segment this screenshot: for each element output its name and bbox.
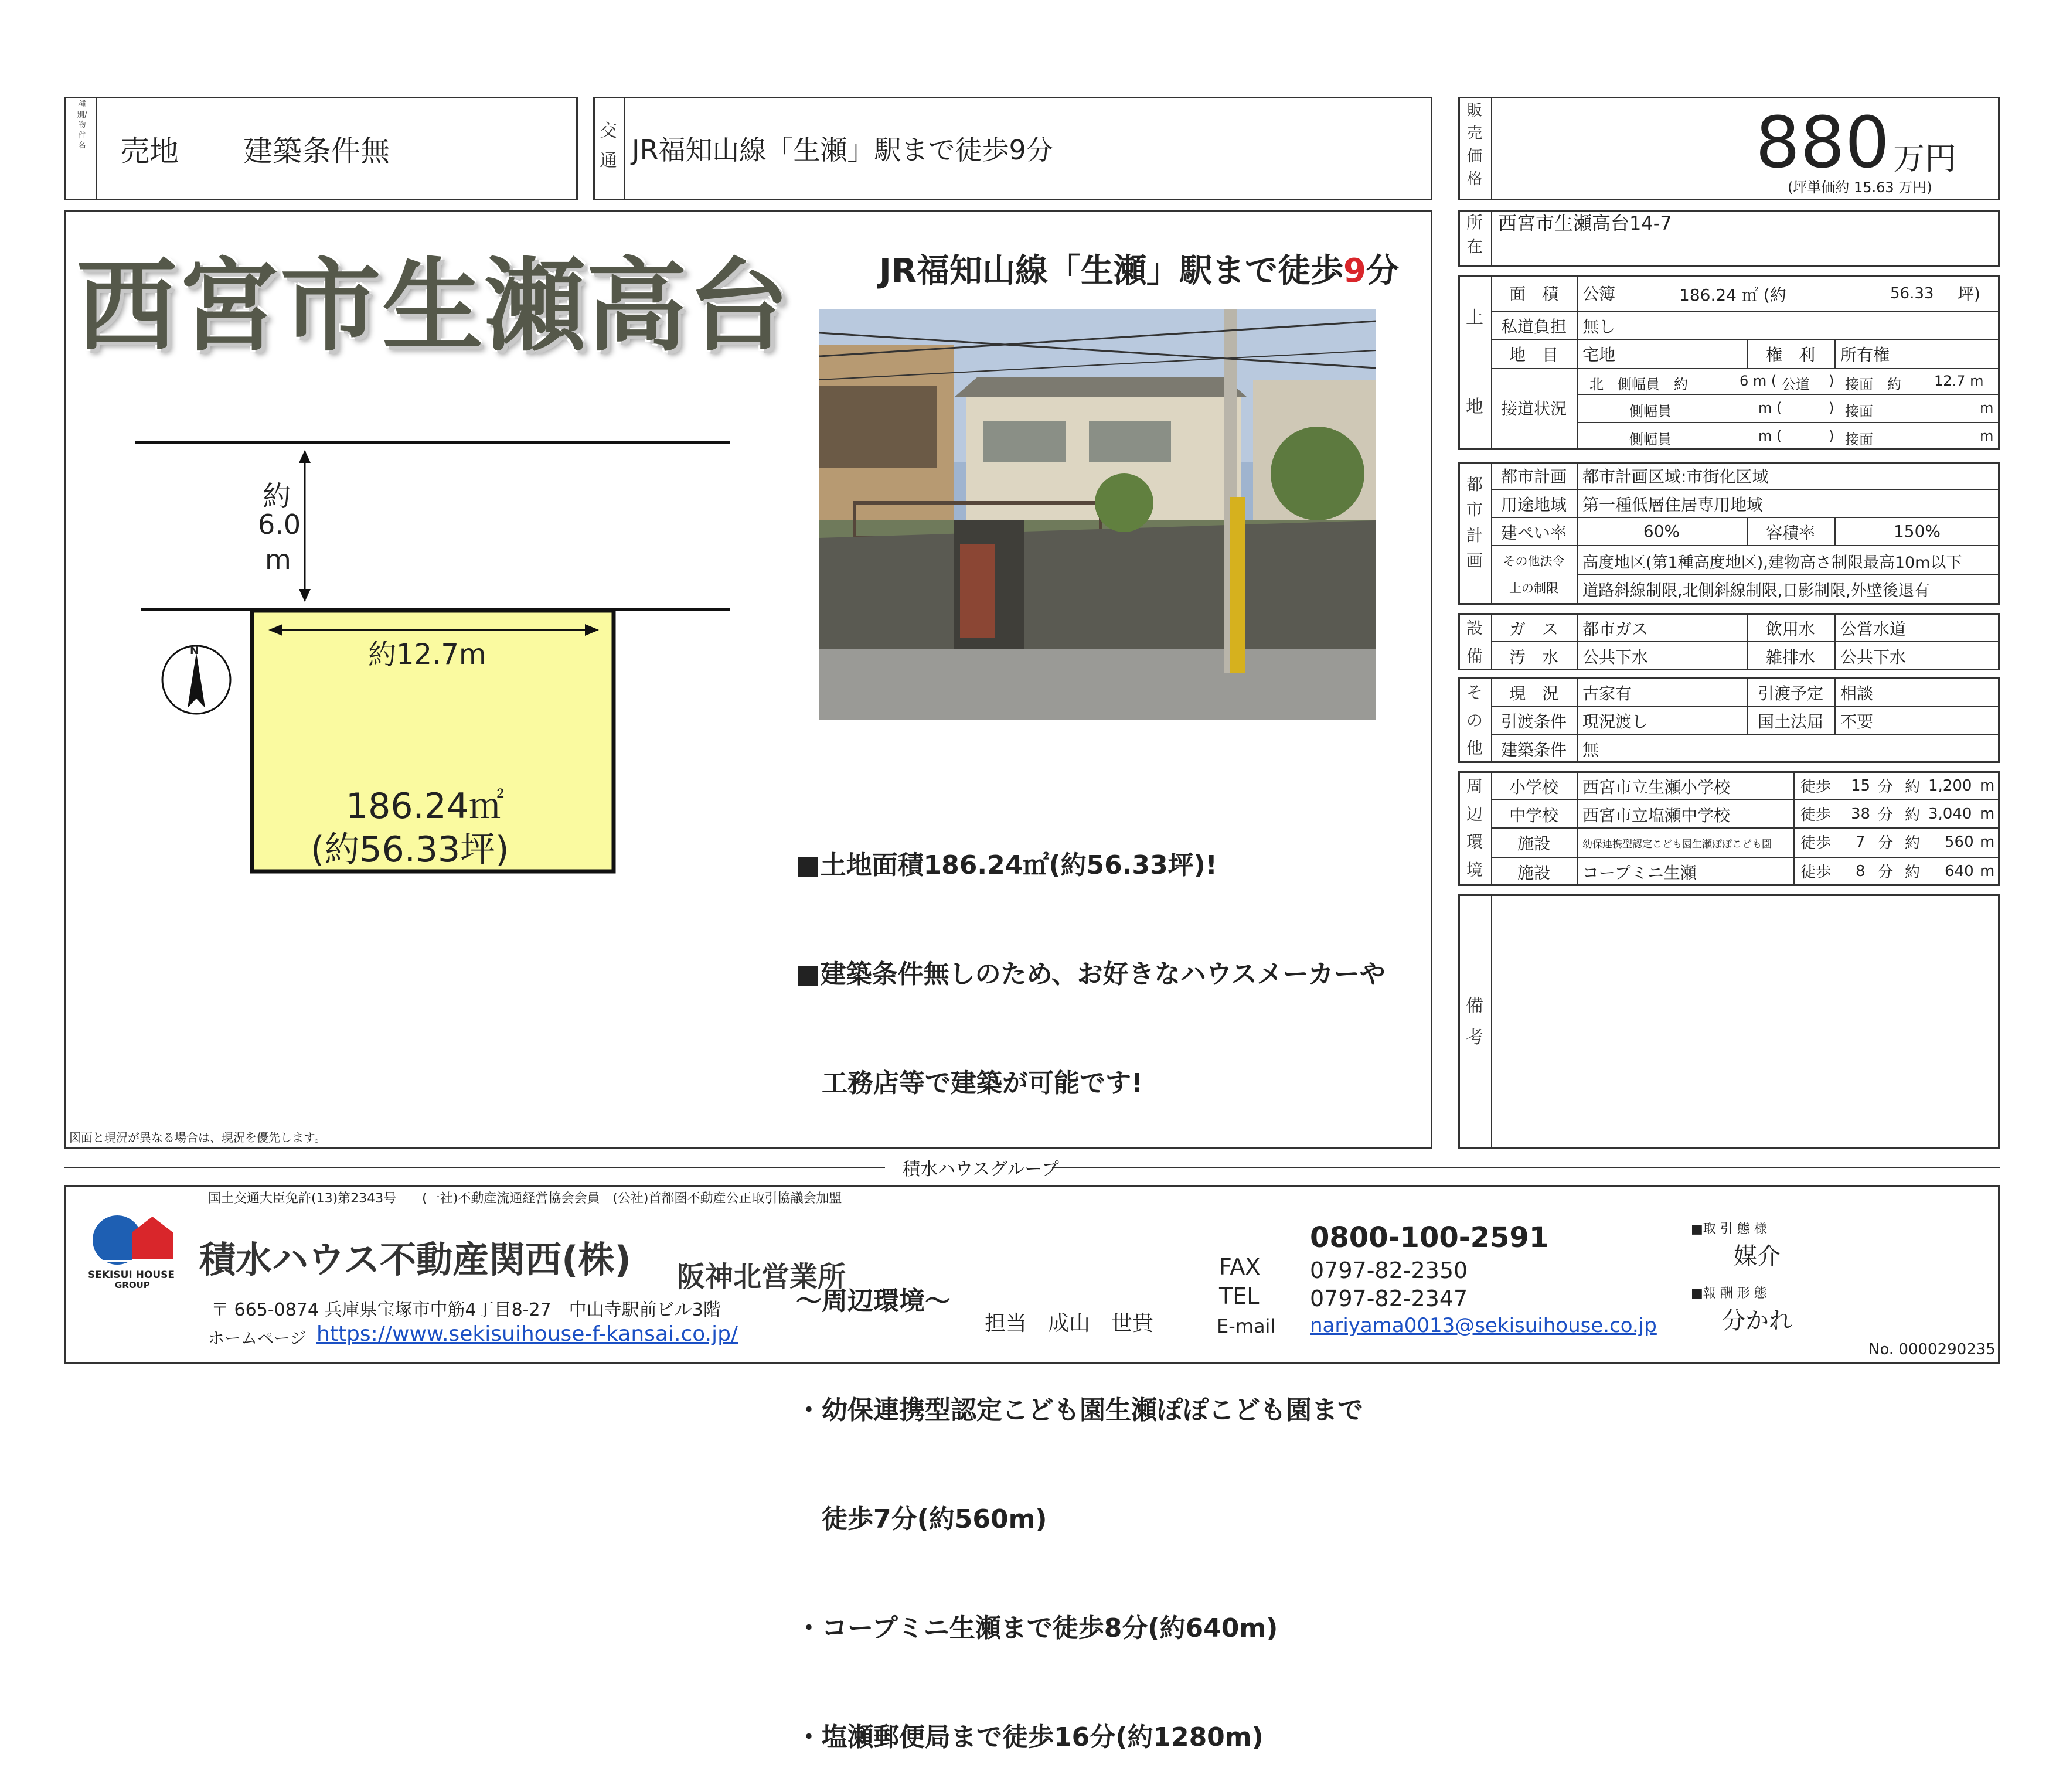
status-label: 現 況 <box>1509 684 1558 703</box>
road-row-1-contact: 接面 約 <box>1845 376 1901 393</box>
headline-prefix: JR福知山線「生瀬」駅まで徒歩 <box>879 252 1343 290</box>
far-value: 150% <box>1893 522 1941 541</box>
surr-3-dist: 560 <box>1945 833 1974 851</box>
handover-value: 相談 <box>1840 684 1874 703</box>
price-unit: 万円 <box>1893 140 1956 177</box>
facilities-section-label: 設備 <box>1466 618 1483 666</box>
surr-4-min: 8 <box>1856 863 1866 880</box>
surr-3-type: 施設 <box>1517 834 1550 853</box>
price-label: 販売価格 <box>1466 102 1482 188</box>
rights-label: 権 利 <box>1765 345 1815 364</box>
other-law-label-2: 上の制限 <box>1509 581 1558 595</box>
road-row-3-close: ) <box>1829 428 1834 444</box>
road-access-label: 接道状況 <box>1500 399 1567 418</box>
surr-1-name: 西宮市立生瀬小学校 <box>1582 778 1731 797</box>
surr-2-yaku: 約 <box>1905 806 1921 824</box>
surr-4-type: 施設 <box>1517 863 1550 883</box>
road-row-1-len: 12.7 m <box>1934 373 1984 389</box>
surr-1-walk: 徒歩 <box>1800 778 1832 796</box>
lot-area-m2: 186.24㎡ <box>346 786 504 827</box>
chimoku-value: 宅地 <box>1582 345 1616 364</box>
road-width-yaku: 約 <box>263 480 291 513</box>
road-width-value: 6.0 <box>258 509 301 540</box>
surr-4-dist: 640 <box>1945 863 1974 880</box>
road-row-2-dir: 側幅員 <box>1629 403 1672 420</box>
land-section-label-2: 地 <box>1466 397 1483 417</box>
surr-2-min: 38 <box>1851 805 1871 823</box>
logo-text-1: SEKISUI HOUSE <box>88 1269 175 1281</box>
tel-label: TEL <box>1219 1283 1260 1309</box>
staff-name: 担当 成山 世貴 <box>985 1311 1154 1336</box>
sewage-label: 汚 水 <box>1509 648 1558 667</box>
lot-area-tsubo: (約56.33坪) <box>311 829 509 870</box>
headline <box>879 245 1399 292</box>
status-value: 古家有 <box>1582 684 1632 703</box>
surr-3-unit: m <box>1980 833 1995 851</box>
land-area-tsubo-unit: 坪) <box>1958 284 1980 304</box>
document-number: No. 0000290235 <box>1868 1341 1996 1358</box>
private-road-label: 私道負担 <box>1500 317 1567 336</box>
land-area-label: 面 積 <box>1509 284 1558 304</box>
surr-2-name: 西宮市立塩瀬中学校 <box>1582 806 1731 825</box>
handover-cond-label: 引渡条件 <box>1500 712 1567 731</box>
logo-text-2: GROUP <box>115 1280 150 1290</box>
handover-label: 引渡予定 <box>1757 684 1823 703</box>
surr-3-name: 幼保連携型認定こども園生瀬ぽぽこども園 <box>1582 839 1772 850</box>
surr-1-type: 小学校 <box>1509 778 1558 797</box>
bcr-value: 60% <box>1643 522 1680 541</box>
surr-4-unit: m <box>1980 863 1995 880</box>
license: 国土交通大臣免許(13)第2343号 (一社)不動産流通経営協会会員 (公社)首都圏不動産公正取引協議会加盟 <box>208 1191 842 1206</box>
sewage-value: 公共下水 <box>1582 648 1649 667</box>
homepage-link[interactable]: https://www.sekisuihouse-f-kansai.co.jp/ <box>316 1322 738 1346</box>
land-area-value: 186.24 ㎡ (約 <box>1679 285 1786 305</box>
road-row-2-close: ) <box>1829 400 1834 416</box>
surr-3-walk: 徒歩 <box>1800 834 1832 852</box>
gas-value: 都市ガス <box>1582 619 1649 639</box>
site-plan <box>129 428 738 1037</box>
surr-4-name: コープミニ生瀬 <box>1582 863 1697 883</box>
surr-2-unit: m <box>1980 805 1995 823</box>
feature-line: ・幼保連携型認定こども園生瀬ぽぽこども園まで <box>796 1395 1363 1425</box>
road-row-2-contact: 接面 <box>1845 403 1873 420</box>
location-label: 所在 <box>1466 213 1483 256</box>
disclaimer: 図面と現況が異なる場合は、現況を優先します。 <box>69 1130 326 1144</box>
email-label: E-mail <box>1217 1315 1276 1337</box>
headline-number: 9 <box>1343 252 1366 290</box>
surr-2-type: 中学校 <box>1509 806 1558 825</box>
road-row-1-close: ) <box>1829 373 1834 389</box>
north-label: N <box>190 645 199 657</box>
surr-3-min: 7 <box>1856 833 1866 851</box>
surr-4-walk: 徒歩 <box>1800 864 1832 881</box>
water-value: 公営水道 <box>1840 619 1907 639</box>
road-row-3-dir: 側幅員 <box>1629 431 1672 448</box>
road-row-3-width: m ( <box>1758 428 1782 444</box>
headline-suffix: 分 <box>1366 252 1399 290</box>
water-label: 飲用水 <box>1765 619 1815 639</box>
zone-value: 第一種低層住居専用地域 <box>1582 495 1764 515</box>
surr-2-dist: 3,040 <box>1928 805 1972 823</box>
surr-2-walk: 徒歩 <box>1800 806 1832 824</box>
feature-line: 徒歩7分(約560m) <box>796 1504 1047 1534</box>
bcr-label: 建ぺい率 <box>1500 523 1567 543</box>
city-plan-label: 都市計画 <box>1500 467 1567 486</box>
chimoku-label: 地 目 <box>1509 345 1558 364</box>
land-area-type: 公簿 <box>1582 284 1616 304</box>
gas-label: ガ ス <box>1509 619 1558 639</box>
surr-2-fen: 分 <box>1878 806 1894 824</box>
feature-line: 工務店等で建築が可能です! <box>796 1068 1143 1098</box>
fax-number: 0797-82-2350 <box>1310 1258 1468 1283</box>
surr-1-unit: m <box>1980 777 1995 795</box>
city-plan-value: 都市計画区域:市街化区域 <box>1582 467 1769 486</box>
tel-number[interactable]: 0797-82-2347 <box>1310 1286 1468 1311</box>
deal-label: ■取 引 態 様 <box>1691 1222 1767 1236</box>
transport-label: 交通 <box>600 121 617 171</box>
road-row-1-kind: 公道 <box>1782 376 1810 393</box>
homepage-label: ホームページ <box>208 1328 307 1348</box>
drain-value: 公共下水 <box>1840 648 1907 667</box>
feature-line: ・コープミニ生瀬まで徒歩8分(約640m) <box>796 1613 1278 1643</box>
zone-label: 用途地域 <box>1500 495 1567 515</box>
surr-1-fen: 分 <box>1878 778 1894 796</box>
road-row-2-width: m ( <box>1758 400 1782 416</box>
feature-line: ・塩瀬郵便局まで徒歩16分(約1280m) <box>796 1722 1264 1752</box>
big-area-title: 西宮市生瀬高台 <box>76 247 790 365</box>
city-plan-section-label: 都市計画 <box>1466 475 1483 571</box>
email-link[interactable]: nariyama0013@sekisuihouse.co.jp <box>1310 1314 1657 1337</box>
build-cond-value: 無 <box>1582 740 1599 759</box>
feature-line: 〜周辺環境〜 <box>796 1286 951 1316</box>
type-label: 種別/物件名 <box>77 100 87 151</box>
fee-label: ■報 酬 形 態 <box>1691 1286 1767 1301</box>
group-label: 積水ハウスグループ <box>903 1159 1059 1180</box>
property-photo <box>819 309 1376 720</box>
photo-illustration <box>819 309 1376 720</box>
remarks-label: 備考 <box>1466 996 1483 1048</box>
other-law-value-1: 高度地区(第1種高度地区),建物高さ制限最高10m以下 <box>1582 554 1962 572</box>
road-row-1-dir: 北 側幅員 約 <box>1589 376 1688 393</box>
surr-4-fen: 分 <box>1878 864 1894 881</box>
road-row-2-len: m <box>1980 400 1994 416</box>
property-type: 売地 <box>120 134 179 168</box>
remarks-section <box>1458 894 2000 1149</box>
branch-name: 阪神北営業所 <box>677 1260 846 1293</box>
location-value: 西宮市生瀬高台14-7 <box>1498 212 1672 234</box>
other-law-value-2: 道路斜線制限,北側斜線制限,日影制限,外壁後退有 <box>1582 582 1930 600</box>
surr-3-yaku: 約 <box>1905 834 1921 852</box>
deal-value: 媒介 <box>1734 1243 1781 1270</box>
national-label: 国土法届 <box>1757 712 1823 731</box>
frontage-label: 約12.7m <box>368 638 486 671</box>
surr-1-min: 15 <box>1851 777 1871 795</box>
national-value: 不要 <box>1840 712 1874 731</box>
drain-label: 雑排水 <box>1765 648 1815 667</box>
free-dial[interactable]: 0800-100-2591 <box>1310 1221 1549 1254</box>
build-cond-label: 建築条件 <box>1500 740 1567 759</box>
feature-line: ■建築条件無しのため、お好きなハウスメーカーや <box>796 959 1386 989</box>
surr-1-yaku: 約 <box>1905 778 1921 796</box>
other-section-label: その他 <box>1466 683 1483 758</box>
road-row-3-len: m <box>1980 428 1994 444</box>
surr-1-dist: 1,200 <box>1928 777 1972 795</box>
private-road-value: 無し <box>1582 317 1616 336</box>
land-section-label-1: 土 <box>1466 308 1483 328</box>
company-name: 積水ハウス不動産関西(株) <box>199 1238 631 1281</box>
surr-3-fen: 分 <box>1878 834 1894 852</box>
rights-value: 所有権 <box>1840 345 1890 364</box>
price-value: 880 <box>1755 103 1890 184</box>
building-condition: 建築条件無 <box>243 134 390 168</box>
road-row-3-contact: 接面 <box>1845 431 1873 448</box>
surr-4-yaku: 約 <box>1905 864 1921 881</box>
fee-value: 分かれ <box>1722 1307 1792 1334</box>
company-address: 〒 665-0874 兵庫県宝塚市中筋4丁目8-27 中山寺駅前ビル3階 <box>211 1300 721 1320</box>
land-area-tsubo: 56.33 <box>1890 285 1934 302</box>
road-row-1-width: 6 m ( <box>1740 373 1777 389</box>
site-plan-drawing <box>129 428 738 1037</box>
road-width-unit: m <box>265 544 291 575</box>
surroundings-section-label: 周辺環境 <box>1466 776 1483 880</box>
handover-cond-value: 現況渡し <box>1582 712 1649 731</box>
other-law-label-1: その他法令 <box>1503 554 1565 568</box>
price-per-tsubo: (坪単価約 15.63 万円) <box>1788 179 1932 196</box>
far-label: 容積率 <box>1765 523 1815 543</box>
fax-label: FAX <box>1219 1254 1261 1280</box>
transport-value: JR福知山線「生瀬」駅まで徒歩9分 <box>632 134 1053 166</box>
feature-line: ■土地面積186.24㎡(約56.33坪)! <box>796 850 1217 880</box>
